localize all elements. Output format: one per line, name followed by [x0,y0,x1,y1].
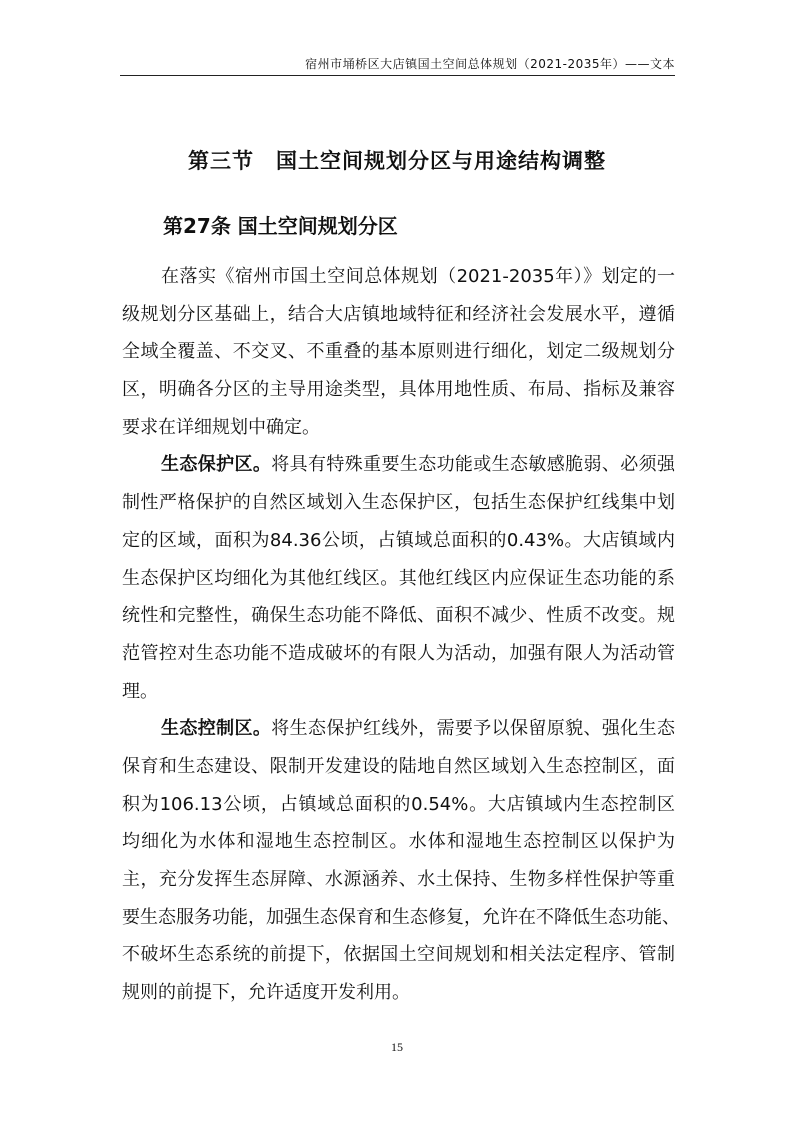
text-line [122,300,675,338]
line-text: 积为106.13公顷，占镇域总面积的0.54%。大店镇域内生态控制区 [122,793,675,815]
line-text: 要生态服务功能，加强生态保育和生态修复，允许在不降低生态功能、 [122,906,680,928]
page-number: 15 [391,1040,403,1054]
line-text: 将生态保护红线外，需要予以保留原貌、强化生态 [271,718,676,740]
line-text: 定的区域，面积为84.36公顷，占镇域总面积的0.43%。大店镇域内 [122,529,675,551]
text-line [122,488,675,526]
text-line [122,601,675,639]
text-line [122,714,675,752]
text-line [122,262,675,300]
text-line [122,450,675,488]
text-line [122,940,675,978]
line-text: 理。 [122,680,158,702]
text-line [122,903,680,941]
text-line [122,677,675,715]
line-text: 不破坏生态系统的前提下，依据国土空间规划和相关法定程序、管制 [122,944,675,966]
paragraph [122,714,680,1016]
header-title: 宿州市埇桥区大店镇国土空间总体规划（2021-2035年）——文本 [305,57,675,71]
line-text: 区，明确各分区的主导用途类型，具体用地性质、布局、指标及兼容 [122,379,675,401]
line-text: 将具有特殊重要生态功能或生态敏感脆弱、必须强 [271,454,676,476]
text-line [122,978,675,1016]
paragraph-lead: 生态保护区。 [161,454,272,476]
paragraph [122,450,675,714]
article-title: 第27条 国土空间规划分区 [163,214,398,238]
line-text: 范管控对生态功能不造成破坏的有限人为活动，加强有限人为活动管 [122,642,675,664]
line-text: 生态保护区均细化为其他红线区。其他红线区内应保证生态功能的系 [122,567,675,589]
running-header [120,55,675,76]
line-text: 制性严格保护的自然区域划入生态保护区，包括生态保护红线集中划 [122,492,675,514]
line-text: 级规划分区基础上，结合大店镇地域特征和经济社会发展水平，遵循 [122,303,675,325]
paragraph-lead: 生态控制区。 [161,718,272,740]
line-text: 保育和生态建设、限制开发建设的陆地自然区域划入生态控制区，面 [122,755,675,777]
paragraph [122,262,675,450]
text-line [122,639,675,677]
text-line [122,752,675,790]
line-text: 主，充分发挥生态屏障、水源涵养、水土保持、生物多样性保护等重 [122,869,675,890]
line-text: 规则的前提下，允许适度开发利用。 [122,982,410,1004]
text-line [122,413,675,451]
text-line [122,375,675,413]
line-text: 全域全覆盖、不交叉、不重叠的基本原则进行细化，划定二级规划分 [122,341,675,363]
line-text: 在落实《宿州市国土空间总体规划（2021-2035年）》划定的一 [161,266,675,287]
line-text: 要求在详细规划中确定。 [122,416,320,438]
text-line [122,564,675,602]
text-line [122,865,675,903]
text-line [122,790,675,828]
text-line [122,827,675,865]
article-body [122,262,680,1016]
section-title: 第三节 国土空间规划分区与用途结构调整 [188,149,606,173]
line-text: 均细化为水体和湿地生态控制区。水体和湿地生态控制区以保护为 [122,831,675,853]
text-line [122,337,675,375]
text-line [122,526,675,564]
line-text: 统性和完整性，确保生态功能不降低、面积不减少、性质不改变。规 [122,605,675,627]
